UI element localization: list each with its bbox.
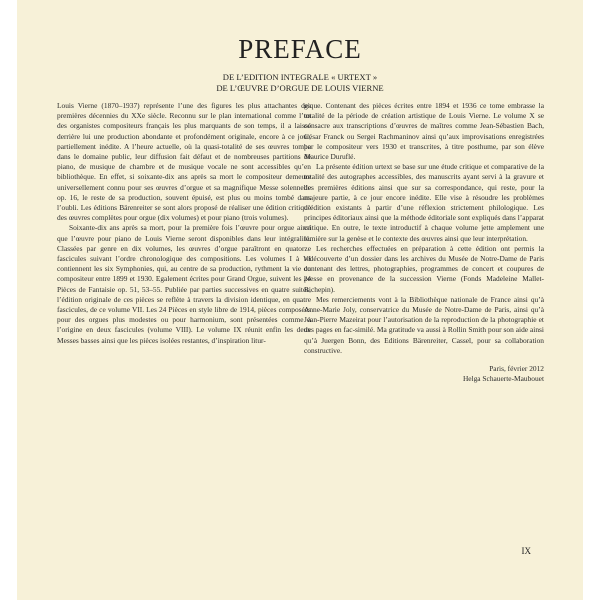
paragraph: gique. Contenant des pièces écrites entre 1894 et 1936 ce tome embrasse la totalité de la période de création artistique de Louis Vierne. Le volume X se consacre aux transcriptions d’œuvres de maîtres comme Jean-Sébastien Bach, César Franck ou Sergei Rachmaninov ainsi qu’aux improvisations enregistrées par le compositeur vers 1930 et transcrites, à titre posthume, par son élève Maurice Duruflé. [304,101,544,162]
paragraph: Les recherches effectuées en préparation à cette édition ont permis la redécouverte d’un dossier dans les archives du Musée de Notre-Dame de Paris contenant des lettres, photographies, programmes de concert et coupures de presse en provenance de la succession Vierne (Fonds Madeleine Mallet-Richepin). [304,243,544,294]
right-column [304,101,544,384]
paragraph: Mes remerciements vont à la Bibliothèque nationale de France ainsi qu’à Anne-Marie Joly, conservatrice du Musée de Notre-Dame de Paris, ainsi qu’à Jean-Pierre Mazeirat pour l’autorisation de la reproduction de la photographie et des pages en fac-similé. Ma gratitude va aussi à Rollin Smith pour son aide ainsi qu’à Juergen Bonn, des Editions Bärenreiter, Cassel, pour sa collaboration constructive. [304,294,544,355]
subtitle-line-1: DE L’EDITION INTEGRALE « URTEXT » [222,72,378,82]
signature-place-date: Paris, février 2012 [489,364,544,374]
signature-block [304,364,544,384]
page-number: IX [521,546,531,556]
book-page [17,0,583,600]
page-subtitle [17,72,583,94]
paragraph: Soixante-dix ans après sa mort, pour la première fois l’œuvre pour orgue ainsi que l’œuvre pour piano de Louis Vierne seront disponibles dans leur intégralité. Classées par genre en dix volumes, les œuvres d’orgue paraîtront en quatorze fascicules suivant l’ordre chronologique des compositions. Les volumes I à VI contiennent les six Symphonies, qui, au centre de sa production, rythment la vie du compositeur entre 1899 et 1930. Egalement écrites pour Grand Orgue, suivent les 24 Pièces de Fantaisie op. 51, 53–55. Publiée par parties successives en quatre suites, l’édition originale de ces pièces se reflète à travers la division identique, en quatre fascicules, de ce volume VII. Les 24 Pièces en style libre de 1914, pièces composées pour des orgues plus modestes ou pour harmonium, sont présentées comme à l’origine en deux fascicules (volume VIII). Le volume IX réunit enfin les deux Messes basses ainsi que les pièces isolées restantes, d’inspiration litur- [57,223,311,345]
subtitle-line-2: DE L’ŒUVRE D’ORGUE DE LOUIS VIERNE [216,83,384,93]
paragraph: La présente édition urtext se base sur une étude critique et comparative de la totalité des autographes accessibles, des manuscrits ayant servi à la gravure et des premières éditions ainsi que sur sa correspondance, qui reste, pour la majeure partie, à ce jour encore inédite. Elle vise à résoudre les problèmes d’édition existants à partir d’une réflexion strictement philologique. Les principes éditoriaux ainsi que la méthode éditoriale sont expliqués dans l’apparat critique. En outre, le texte introductif à chaque volume jette amplement une lumière sur la genèse et le contexte des œuvres ainsi que leur interprétation. [304,162,544,243]
page-title: PREFACE [238,34,362,64]
paragraph: Louis Vierne (1870–1937) représente l’une des figures les plus attachantes des premières décennies du XXe siècle. Reconnu sur le plan international comme l’un des organistes compositeurs français les plus marquants de son temps, il a laissé derrière lui une production abondante et profondément originale, encore à ce jour, partiellement inédite. A l’heure actuelle, où la quasi-totalité de ses œuvres tombe dans le domaine public, leur diffusion fait défaut et de nombreuses partitions de piano, de musique de chambre et de musique vocale ne sont accessibles qu’en bibliothèque. En effet, si soixante-dix ans après sa mort le compositeur demeure universellement connu pour ses œuvres d’orgue et sa magnifique Messe solennelle op. 16, le reste de sa production, souvent épuisé, est plus ou moins tombé dans l’oubli. Les éditions Bärenreiter se sont alors proposé de réaliser une édition critique des œuvres complètes pour orgue (dix volumes) et pour piano (trois volumes). [57,101,311,223]
left-column [57,101,311,346]
signature-name: Helga Schauerte-Maubouet [462,374,544,384]
